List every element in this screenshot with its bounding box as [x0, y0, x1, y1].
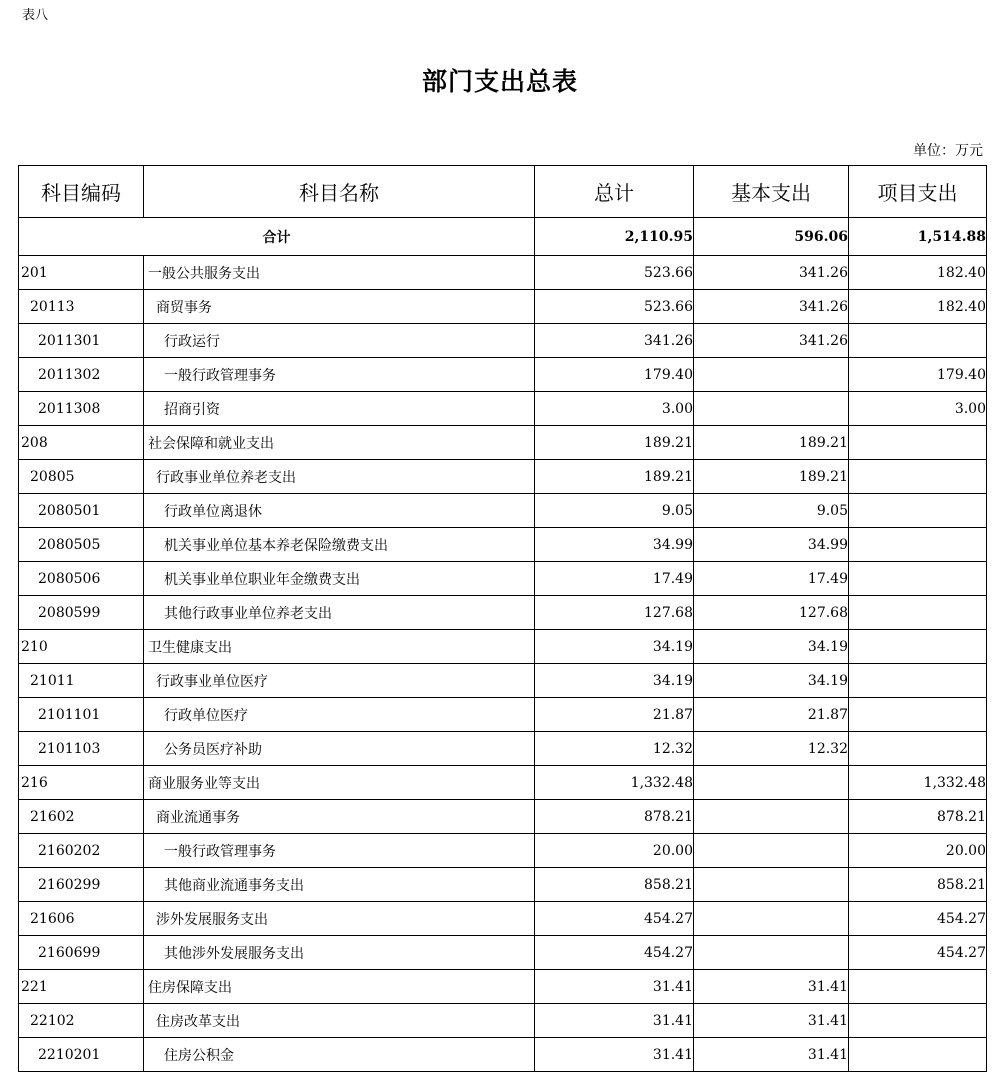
row-code: 2101101 [19, 698, 144, 732]
row-total: 9.05 [535, 494, 694, 528]
row-basic: 341.26 [694, 256, 849, 290]
row-total: 34.19 [535, 630, 694, 664]
row-basic: 34.99 [694, 528, 849, 562]
row-total: 523.66 [535, 256, 694, 290]
row-total: 21.87 [535, 698, 694, 732]
row-total: 17.49 [535, 562, 694, 596]
row-code: 2080501 [19, 494, 144, 528]
row-code: 201 [19, 256, 144, 290]
row-basic: 17.49 [694, 562, 849, 596]
row-project [849, 732, 987, 766]
row-name: 行政单位医疗 [144, 698, 535, 732]
row-total: 189.21 [535, 460, 694, 494]
row-code: 2011302 [19, 358, 144, 392]
row-code: 2080505 [19, 528, 144, 562]
row-basic: 341.26 [694, 324, 849, 358]
unit-label: 单位：万元 [913, 143, 983, 159]
row-name: 机关事业单位基本养老保险缴费支出 [144, 528, 535, 562]
row-code: 210 [19, 630, 144, 664]
row-total: 12.32 [535, 732, 694, 766]
row-name: 一般公共服务支出 [144, 256, 535, 290]
table-row [19, 1004, 987, 1038]
row-basic: 341.26 [694, 290, 849, 324]
column-header-name: 科目名称 [144, 166, 535, 218]
row-project: 3.00 [849, 392, 987, 426]
row-name: 行政单位离退休 [144, 494, 535, 528]
table-row [19, 902, 987, 936]
row-name: 一般行政管理事务 [144, 358, 535, 392]
table-row [19, 324, 987, 358]
column-header-project: 项目支出 [849, 166, 987, 218]
table-row [19, 290, 987, 324]
row-code: 2011301 [19, 324, 144, 358]
row-code: 208 [19, 426, 144, 460]
row-total: 31.41 [535, 1004, 694, 1038]
row-name: 住房公积金 [144, 1038, 535, 1072]
total-row [19, 218, 987, 256]
row-basic: 21.87 [694, 698, 849, 732]
row-basic [694, 358, 849, 392]
row-project [849, 630, 987, 664]
row-project: 179.40 [849, 358, 987, 392]
row-project: 182.40 [849, 256, 987, 290]
row-code: 21606 [19, 902, 144, 936]
table-row [19, 494, 987, 528]
row-total: 20.00 [535, 834, 694, 868]
table-row [19, 358, 987, 392]
row-code: 20113 [19, 290, 144, 324]
page-title: 部门支出总表 [421, 67, 578, 96]
row-project: 20.00 [849, 834, 987, 868]
row-total: 858.21 [535, 868, 694, 902]
row-code: 21011 [19, 664, 144, 698]
row-project [849, 460, 987, 494]
row-name: 一般行政管理事务 [144, 834, 535, 868]
row-project [849, 1038, 987, 1072]
row-name: 行政事业单位医疗 [144, 664, 535, 698]
table-row [19, 596, 987, 630]
row-basic [694, 392, 849, 426]
row-code: 2101103 [19, 732, 144, 766]
row-basic: 34.19 [694, 664, 849, 698]
total-project: 1,514.88 [849, 218, 987, 256]
row-basic: 31.41 [694, 1004, 849, 1038]
table-row [19, 834, 987, 868]
row-basic: 31.41 [694, 970, 849, 1004]
row-project: 454.27 [849, 936, 987, 970]
row-basic: 34.19 [694, 630, 849, 664]
row-code: 2011308 [19, 392, 144, 426]
row-project: 858.21 [849, 868, 987, 902]
row-total: 523.66 [535, 290, 694, 324]
row-project [849, 494, 987, 528]
row-name: 机关事业单位职业年金缴费支出 [144, 562, 535, 596]
row-basic: 189.21 [694, 460, 849, 494]
row-project: 878.21 [849, 800, 987, 834]
row-code: 2080599 [19, 596, 144, 630]
row-total: 3.00 [535, 392, 694, 426]
table-row [19, 800, 987, 834]
row-name: 住房改革支出 [144, 1004, 535, 1038]
row-total: 341.26 [535, 324, 694, 358]
row-name: 行政运行 [144, 324, 535, 358]
row-name: 公务员医疗补助 [144, 732, 535, 766]
row-basic [694, 902, 849, 936]
row-basic: 12.32 [694, 732, 849, 766]
row-code: 20805 [19, 460, 144, 494]
row-total: 878.21 [535, 800, 694, 834]
row-basic: 127.68 [694, 596, 849, 630]
total-sum: 2,110.95 [535, 218, 694, 256]
total-basic: 596.06 [694, 218, 849, 256]
row-code: 22102 [19, 1004, 144, 1038]
row-project: 182.40 [849, 290, 987, 324]
row-name: 涉外发展服务支出 [144, 902, 535, 936]
expenditure-table [18, 165, 987, 1072]
row-project [849, 596, 987, 630]
row-total: 189.21 [535, 426, 694, 460]
row-project [849, 970, 987, 1004]
row-basic [694, 868, 849, 902]
row-total: 34.19 [535, 664, 694, 698]
row-total: 127.68 [535, 596, 694, 630]
row-name: 社会保障和就业支出 [144, 426, 535, 460]
row-total: 179.40 [535, 358, 694, 392]
row-project: 454.27 [849, 902, 987, 936]
row-project [849, 562, 987, 596]
table-row [19, 256, 987, 290]
column-header-basic: 基本支出 [694, 166, 849, 218]
row-project [849, 426, 987, 460]
row-basic [694, 766, 849, 800]
row-name: 其他行政事业单位养老支出 [144, 596, 535, 630]
row-project [849, 664, 987, 698]
row-total: 31.41 [535, 970, 694, 1004]
row-code: 2160699 [19, 936, 144, 970]
row-name: 商业流通事务 [144, 800, 535, 834]
table-row [19, 868, 987, 902]
row-total: 1,332.48 [535, 766, 694, 800]
row-name: 商贸事务 [144, 290, 535, 324]
row-code: 2160202 [19, 834, 144, 868]
row-code: 221 [19, 970, 144, 1004]
row-name: 招商引资 [144, 392, 535, 426]
table-row [19, 630, 987, 664]
row-code: 2210201 [19, 1038, 144, 1072]
header-row [19, 166, 987, 218]
table-row [19, 936, 987, 970]
row-name: 其他涉外发展服务支出 [144, 936, 535, 970]
row-project [849, 1004, 987, 1038]
row-total: 34.99 [535, 528, 694, 562]
row-code: 2160299 [19, 868, 144, 902]
row-name: 商业服务业等支出 [144, 766, 535, 800]
row-code: 216 [19, 766, 144, 800]
table-number-label: 表八 [22, 8, 49, 23]
table-row [19, 392, 987, 426]
table-row [19, 1038, 987, 1072]
row-project [849, 698, 987, 732]
row-code: 2080506 [19, 562, 144, 596]
table-row [19, 528, 987, 562]
row-name: 行政事业单位养老支出 [144, 460, 535, 494]
table-row [19, 698, 987, 732]
table-row [19, 970, 987, 1004]
row-project: 1,332.48 [849, 766, 987, 800]
row-code: 21602 [19, 800, 144, 834]
column-header-code: 科目编码 [19, 166, 144, 218]
table-row [19, 664, 987, 698]
row-total: 31.41 [535, 1038, 694, 1072]
row-basic [694, 936, 849, 970]
row-total: 454.27 [535, 902, 694, 936]
column-header-total: 总计 [535, 166, 694, 218]
row-name: 其他商业流通事务支出 [144, 868, 535, 902]
total-label: 合计 [19, 218, 535, 256]
table-row [19, 562, 987, 596]
table-row [19, 426, 987, 460]
table-row [19, 460, 987, 494]
row-name: 卫生健康支出 [144, 630, 535, 664]
row-basic: 31.41 [694, 1038, 849, 1072]
row-project [849, 324, 987, 358]
row-basic [694, 800, 849, 834]
row-project [849, 528, 987, 562]
row-name: 住房保障支出 [144, 970, 535, 1004]
table-row [19, 766, 987, 800]
row-basic: 9.05 [694, 494, 849, 528]
row-total: 454.27 [535, 936, 694, 970]
row-basic [694, 834, 849, 868]
row-basic: 189.21 [694, 426, 849, 460]
table-row [19, 732, 987, 766]
